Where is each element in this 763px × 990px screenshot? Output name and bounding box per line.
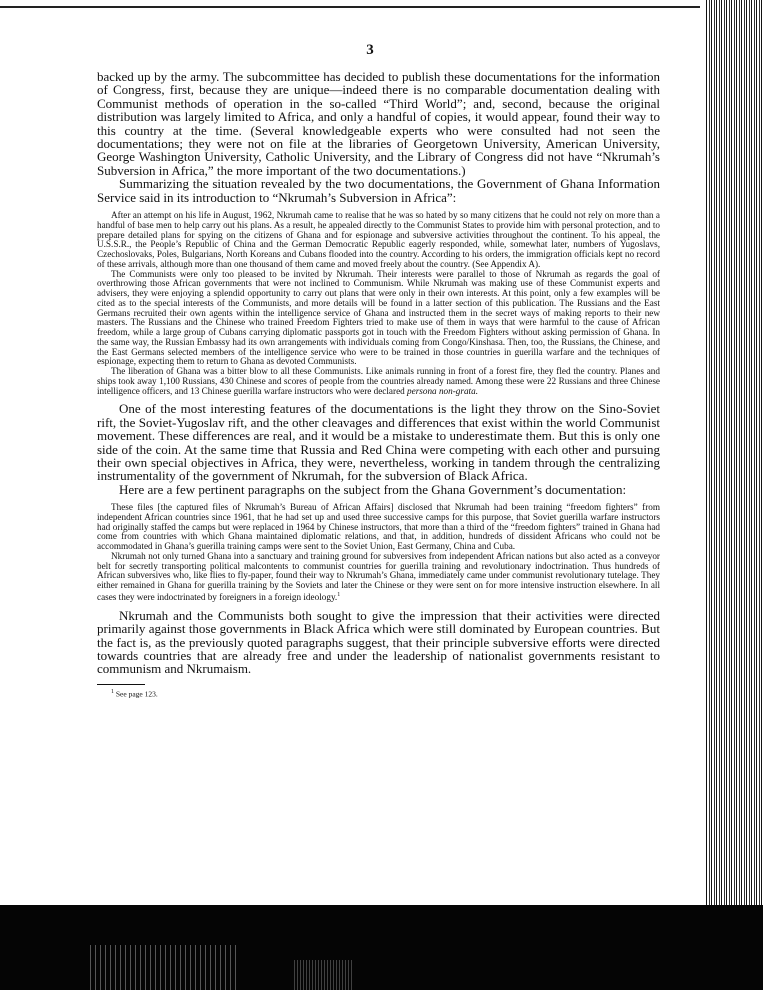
- quote-block-1: [97, 211, 660, 396]
- quote-paragraph: [97, 552, 660, 603]
- quote-paragraph: These files [the captured files of Nkrumah’s Bureau of African Affairs] disclosed that Nkrumah had been training “freedom fighters” from independent African countries since 1961, that he had set up and used three successive camps for this purpose, that Soviet guerilla warfare instructors had originally staffed the camps but were replaced in 1964 by Chinese instructors, that more than a third of the “freedom fighters” trained in Ghana had come from countries with which Ghana maintained diplomatic relations, and that, in addition, hundreds of dissident Africans who could not be accommodated in Ghana’s guerilla training camps were sent to the Soviet Union, East Germany, China and Cuba.: [97, 502, 660, 552]
- paragraph-2: Summarizing the situation revealed by the two documentations, the Government of Ghana Information Service said in its introduction to “Nkrumah’s Subversion in Africa”:: [97, 176, 660, 205]
- page-body: [97, 70, 660, 698]
- quote-text: The liberation of Ghana was a bitter blow to all these Communists. Like animals running in front of a forest fire, they fled the country. Planes and ships took away 1,100 Russians, 430 Chinese and scores of people from the countries already named. Among these were 22 Russians and three Chinese intelligence officers, and 13 Chinese guerilla warfare instructors who were declared: [97, 366, 660, 396]
- footnote-divider: [97, 684, 145, 685]
- footnote: [97, 688, 660, 699]
- italic-phrase: persona non-grata.: [407, 385, 478, 396]
- paragraph-4: Here are a few pertinent paragraphs on the subject from the Ghana Government’s documentation:: [119, 481, 627, 497]
- scan-noise-2: [292, 960, 352, 990]
- footnote-mark: 1: [111, 688, 114, 695]
- paragraph-1: backed up by the army. The subcommittee has decided to publish these documentations for the information of Congress, first, because they are unique—indeed there is no comparable documentation dealing with Communist methods of operation in the so-called “Third World”; and, second, because the original distribution was largely limited to Africa, and only a handful of copies, it would appear, found their way to this country at the time. (Several knowledgeable experts who were consulted had not seen the documentations; they were not on file at the libraries of Georgetown University, American University, George Washington University, Catholic University, and the Library of Congress did not have “Nkrumah’s Subversion in Africa,” the more important of the two documentations.): [97, 69, 660, 178]
- quote-text: Nkrumah not only turned Ghana into a sanctuary and training ground for subversives from independent African nations but also acted as a conveyor belt for secretly transporting political malcontents to communist countries for guerilla training and revolutionary indoctrination. Thus hundreds of African subversives who, like flies to fly-paper, found their way to Nkrumah’s Ghana, immediately came under communist revolutionary tutelage. They either remained in Ghana for guerilla training by the Soviets and later the Chinese or they were sent on for more intensive instruction elsewhere. In all cases they were indoctrinated by foreigners in a foreign ideology.: [97, 550, 660, 602]
- top-border-rule: [0, 6, 700, 8]
- scan-edge-shadow: [705, 0, 763, 905]
- paragraph-5: Nkrumah and the Communists both sought to give the impression that their activities were directed primarily against those governments in Black Africa which were still dominated by European countries. But the fact is, as the previously quoted paragraphs suggest, that their principle subversive efforts were directed towards countries that are already free and under the leadership of nationalist governments resistant to communism and Nkrumaism.: [97, 607, 660, 677]
- scan-noise: [88, 945, 238, 990]
- footnote-reference: 1: [337, 591, 341, 598]
- quote-paragraph: [97, 367, 660, 396]
- footnote-text: See page 123.: [115, 689, 158, 699]
- page-number: 3: [366, 42, 374, 58]
- quote-paragraph: The Communists were only too pleased to be invited by Nkrumah. Their interests were parallel to those of Nkrumah as regards the goal of overthrowing those African governments that were not inclined to Communism. While Nkrumah was making use of these Communist experts and advisers, they were enjoying a splendid opportunity to carry out plans that were only in their own interests. At this point, only a few examples will be cited as to the special interests of the Communists, and more details will be found in a latter section of this publication. The Russians and the East Germans recruited their own agents within the intelligence service of Ghana and instructed them in the secret ways of making reports to their new masters. The Russians and the Chinese who trained Freedom Fighters tried to make use of them in ways that were harmful to the cause of African freedom, while a large group of Cubans carrying diplomatic passports got in touch with the Freedom Fighters without asking permission of Ghana. In the same way, the Russian Embassy had its own arrangements with individuals coming from Congo/Kinshasa. Then, too, the Russians, the Chinese, and the East Germans selected members of the intelligence service who were to be trained in those countries in guerilla warfare and the techniques of espionage, expecting them to return to Ghana as devoted Communists.: [97, 268, 660, 367]
- quote-paragraph: After an attempt on his life in August, 1962, Nkrumah came to realise that he was so hated by so many citizens that he could not rely on more than a handful of base men to help carry out his plans. As a result, he appealed directly to the Communist States to provide him with personal protection, and to prepare detailed plans for spying on the citizens of Ghana and for espionage and subversive activities throughout the continent. To his appeal, the U.S.S.R., the People’s Republic of China and the German Democratic Republic eagerly responded, while, somewhat later, numbers of Yugoslavs, Czechoslovaks, Poles, Bulgarians, North Koreans and Cubans flooded into the country. According to his orders, the immigration officials kept no record of these arrivals, although more than one thousand of them came and moved freely about the country. (See Appendix A).: [97, 210, 660, 269]
- quote-block-2: [97, 503, 660, 603]
- paragraph-3: One of the most interesting features of the documentations is the light they throw on the Sino-Soviet rift, the Soviet-Yugoslav rift, and the other cleavages and differences that exist within the world Communist movement. These differences are real, and it would be a mistake to underestimate them. But this is only one side of the coin. At the same time that Russia and Red China were competing with each other and pursuing their own special objectives in Africa, they were, nevertheless, working in tandem through the centralizing instrumentality of the government of Nkrumah, for the subversion of Black Africa.: [97, 401, 660, 484]
